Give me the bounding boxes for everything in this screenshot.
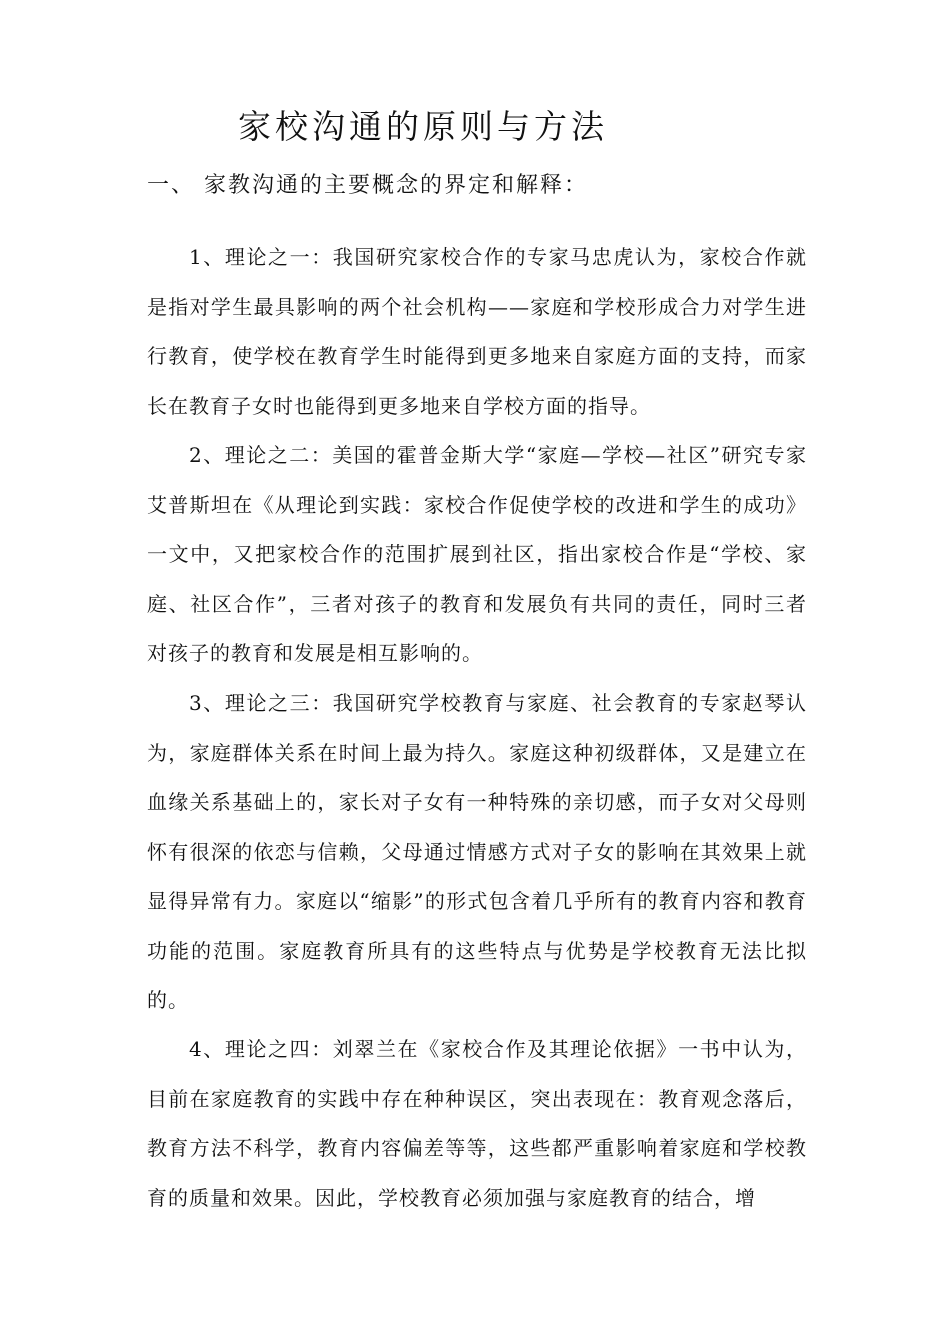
document-title: 家校沟通的原则与方法 <box>238 107 608 146</box>
paragraph-theory-2: 2、理论之二：美国的霍普金斯大学“家庭—学校—社区”研究专家艾普斯坦在《从理论到实践：家校合作促使学校的改进和学生的成功》一文中，又把家校合作的范围扩展到社区，指出家校合作是“学校、家庭、社区合作”，三者对孩子的教育和发展负有共同的责任，同时三者对孩子的教育和发展是相互影响的。 <box>147 443 807 665</box>
paragraph-theory-1: 1、理论之一：我国研究家校合作的专家马忠虎认为，家校合作就是指对学生最具影响的两个社会机构——家庭和学校形成合力对学生进行教育，使学校在教育学生时能得到更多地来自家庭方面的支持，而家长在教育子女时也能得到更多地来自学校方面的指导。 <box>147 245 807 418</box>
paragraph-theory-3: 3、理论之三：我国研究学校教育与家庭、社会教育的专家赵琴认为，家庭群体关系在时间上最为持久。家庭这种初级群体，又是建立在血缘关系基础上的，家长对子女有一种特殊的亲切感，而子女对父母则怀有很深的依恋与信赖，父母通过情感方式对子女的影响在其效果上就显得异常有力。家庭以“缩影”的形式包含着几乎所有的教育内容和教育功能的范围。家庭教育所具有的这些特点与优势是学校教育无法比拟的。 <box>147 691 807 1012</box>
paragraph-theory-4: 4、理论之四：刘翠兰在《家校合作及其理论依据》一书中认为，目前在家庭教育的实践中存在种种误区，突出表现在：教育观念落后，教育方法不科学，教育内容偏差等等，这些都严重影响着家庭和学校教育的质量和效果。因此，学校教育必须加强与家庭教育的结合，增 <box>147 1037 807 1210</box>
section-heading: 一、 家教沟通的主要概念的界定和解释： <box>147 173 588 198</box>
